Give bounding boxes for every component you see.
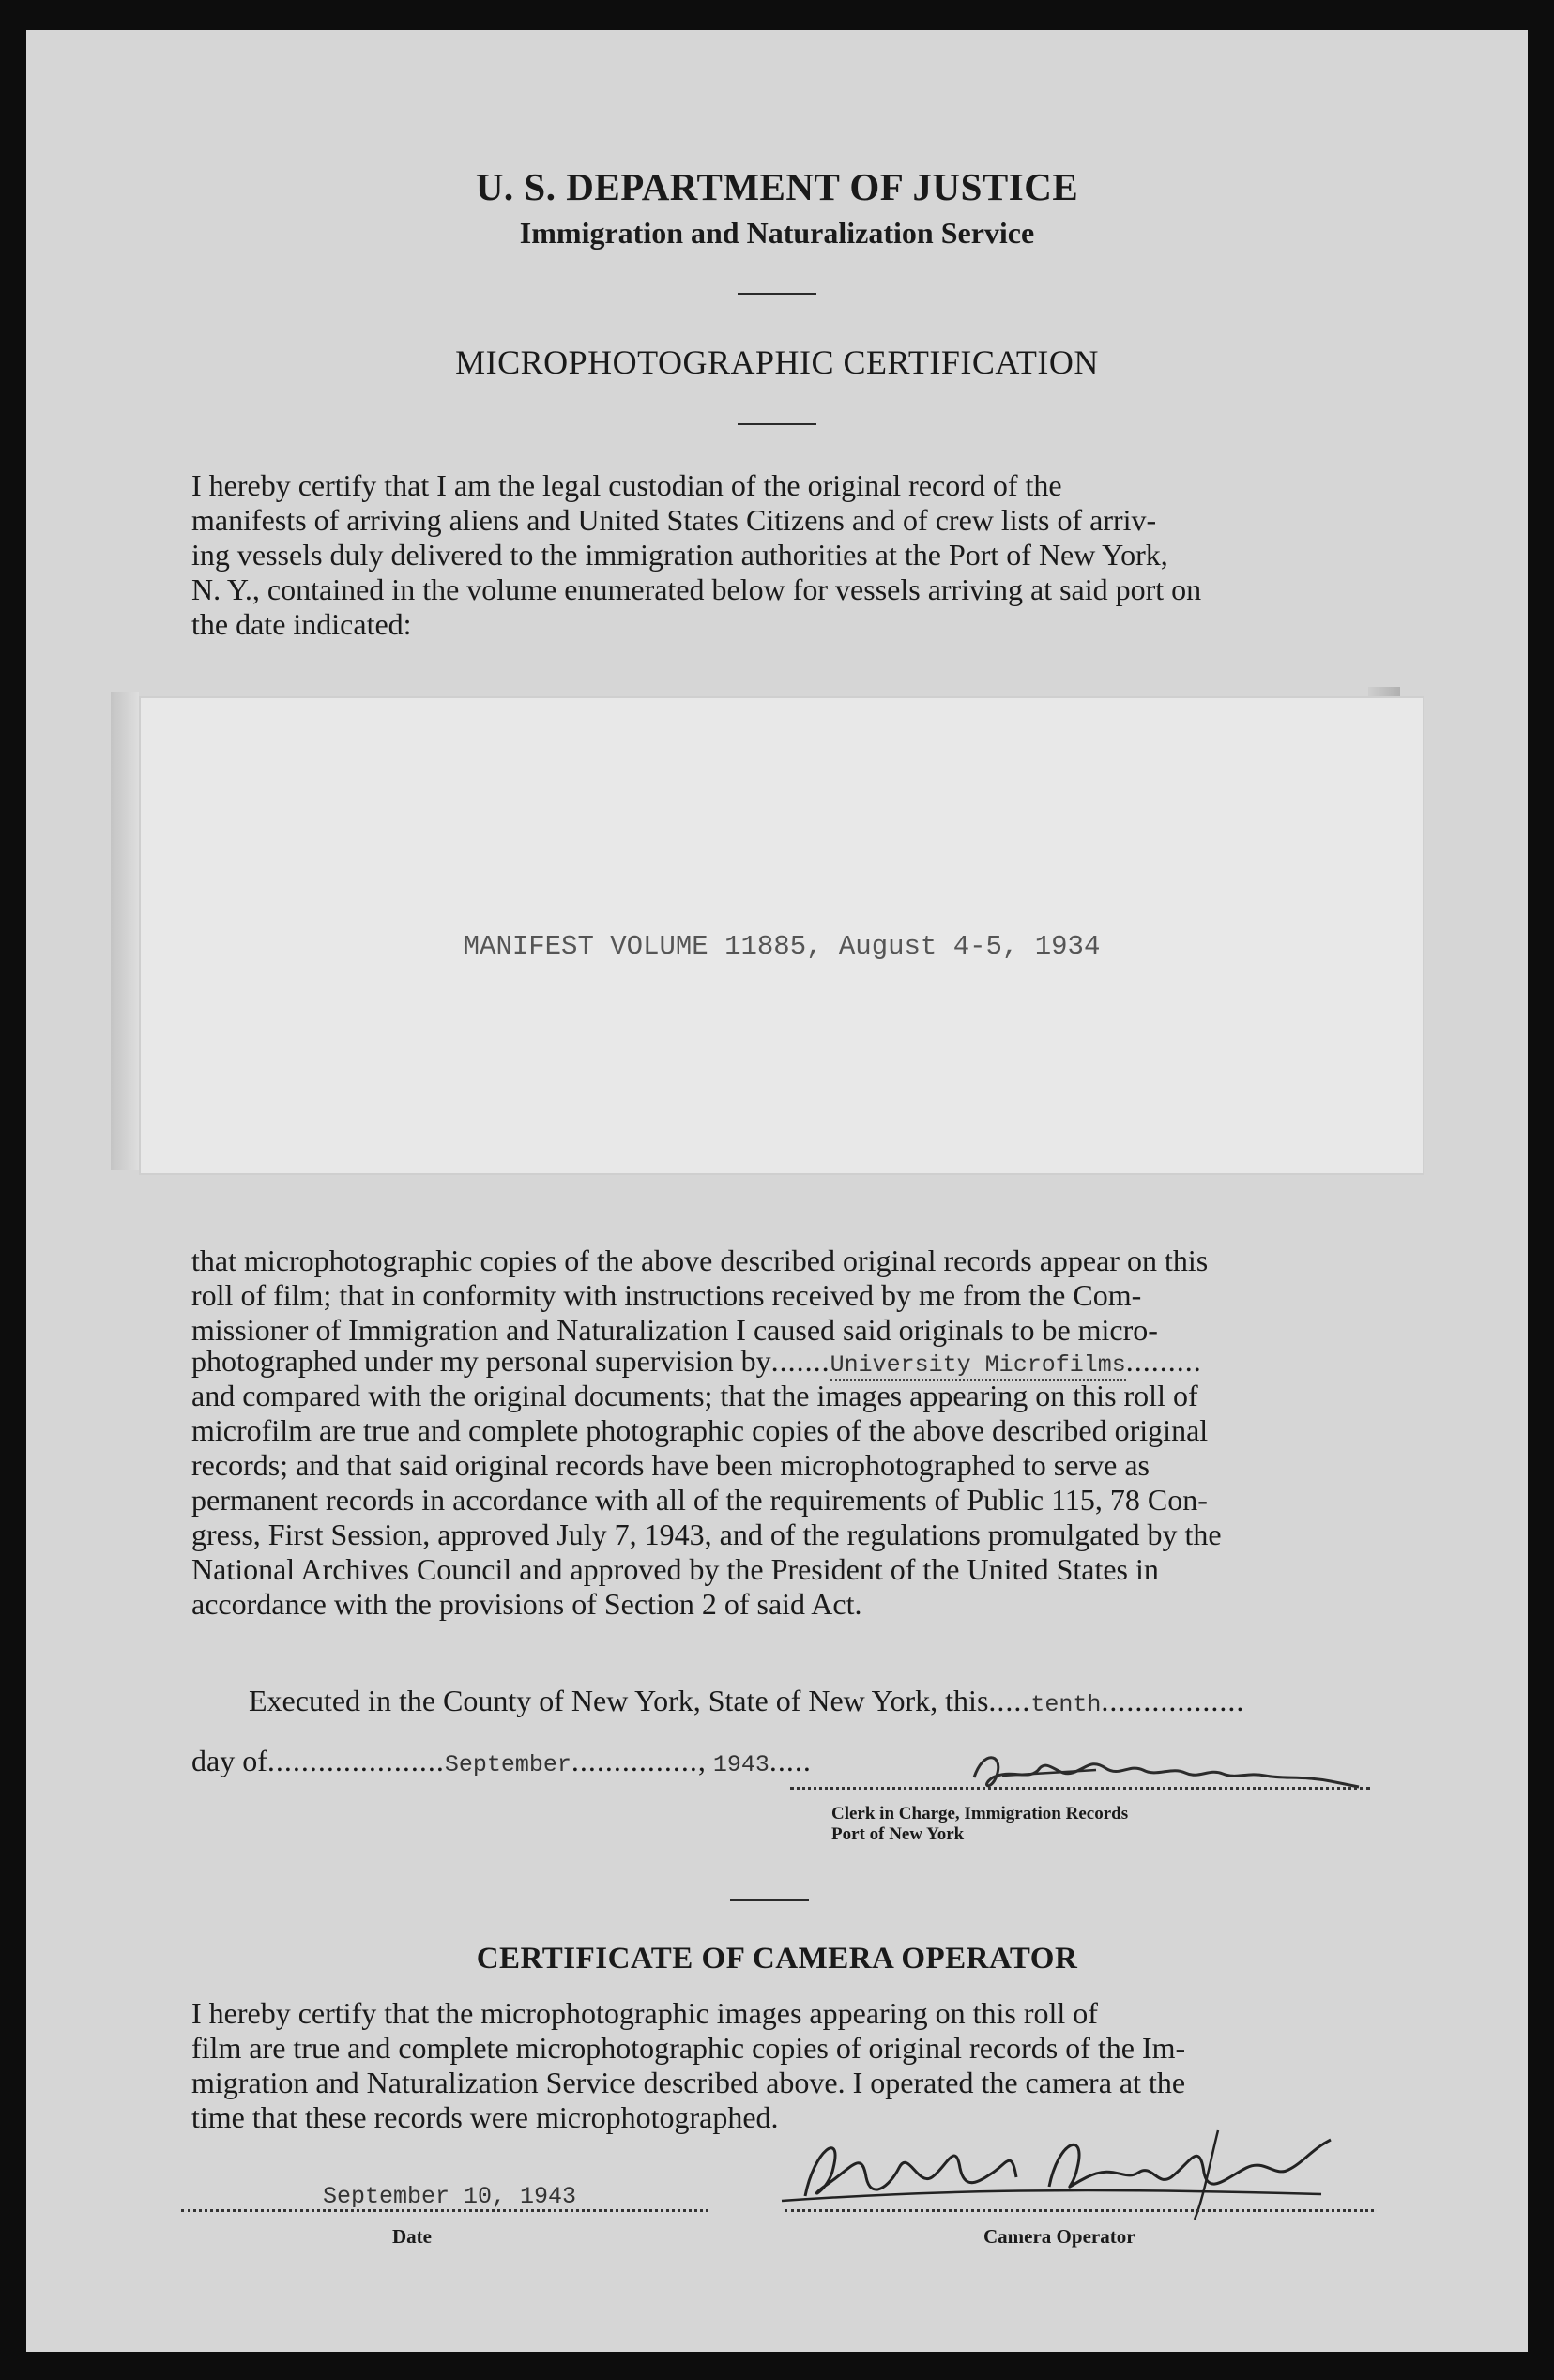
clerk-title-line: Port of New York <box>831 1824 965 1844</box>
certification-title: MICROPHOTOGRAPHIC CERTIFICATION <box>455 343 1099 381</box>
camera-operator-label: Camera Operator <box>983 2225 1135 2248</box>
camera-operator-signature <box>777 2112 1359 2224</box>
certificate-page <box>26 30 1528 2352</box>
body-line: National Archives Council and approved by the President of the United States in <box>191 1552 1159 1586</box>
divider <box>730 1899 809 1901</box>
body-line: records; and that said original records have been microphotographed to serve as <box>191 1448 1150 1482</box>
body-line: and compared with the original documents; that the images appearing on this roll of <box>191 1379 1198 1412</box>
year-value: 1943 <box>712 1751 769 1778</box>
operator-line: migration and Naturalization Service described above. I operated the camera at the <box>191 2066 1186 2099</box>
supervision-line: photographed under my personal supervision by.......University Microfilms......... <box>191 1344 1202 1379</box>
manifest-entry: MANIFEST VOLUME 11885, August 4-5, 1934 <box>463 931 1101 962</box>
agency-heading: U. S. DEPARTMENT OF JUSTICE <box>475 165 1079 208</box>
supervision-prefix: photographed under my personal supervision by <box>191 1344 771 1378</box>
intro-line: manifests of arriving aliens and United States Citizens and of crew lists of arriv- <box>191 503 1157 537</box>
date-label: Date <box>392 2225 432 2248</box>
insert-edge <box>111 692 139 1170</box>
body-line: that microphotographic copies of the above described original records appear on this <box>191 1243 1209 1277</box>
intro-line: I hereby certify that I am the legal custodian of the original record of the <box>191 468 1062 502</box>
body-line: accordance with the provisions of Section 2 of said Act. <box>191 1587 862 1621</box>
clerk-title-line: Clerk in Charge, Immigration Records <box>831 1804 1129 1823</box>
body-line: roll of film; that in conformity with instructions received by me from the Com- <box>191 1278 1142 1312</box>
day-of-prefix: day of <box>191 1744 267 1777</box>
clerk-title <box>831 1804 1128 1845</box>
date-field <box>191 2175 708 2214</box>
supervision-value: University Microfilms <box>830 1351 1126 1379</box>
operator-signature-line <box>785 2209 1374 2212</box>
body-line: gress, First Session, approved July 7, 1943, and of the regulations promulgated by the <box>191 1518 1222 1551</box>
body-line: microfilm are true and complete photographic copies of the above described original <box>191 1413 1209 1447</box>
executed-prefix: Executed in the County of New York, State of New York, this <box>249 1684 989 1717</box>
operator-line: I hereby certify that the microphotographic images appearing on this roll of <box>191 1996 1098 2030</box>
intro-paragraph <box>191 468 1392 642</box>
body-line: missioner of Immigration and Naturalization I caused said originals to be micro- <box>191 1313 1158 1347</box>
date-field-line <box>181 2209 708 2212</box>
date-line: day of.....................September..............., 1943..... <box>191 1744 812 1778</box>
intro-line: ing vessels duly delivered to the immigration authorities at the Port of New York, <box>191 538 1168 572</box>
service-subheading: Immigration and Naturalization Service <box>519 216 1035 250</box>
body-paragraph <box>191 1379 1392 1622</box>
operator-line: time that these records were microphotographed. <box>191 2100 779 2134</box>
body-line: permanent records in accordance with all of the requirements of Public 115, 78 Con- <box>191 1483 1208 1517</box>
camera-operator-title: CERTIFICATE OF CAMERA OPERATOR <box>476 1942 1078 1976</box>
month-value: September <box>444 1751 571 1778</box>
divider <box>738 423 816 425</box>
operator-line: film are true and complete microphotographic copies of original records of the Im- <box>191 2031 1186 2065</box>
body-paragraph <box>191 1243 1392 1348</box>
clerk-signature-line <box>790 1787 1370 1790</box>
intro-line: N. Y., contained in the volume enumerated below for vessels arriving at said port on <box>191 572 1202 606</box>
executed-day: tenth <box>1030 1691 1102 1718</box>
clerk-signature <box>965 1740 1368 1806</box>
divider <box>738 293 816 295</box>
date-value: September 10, 1943 <box>322 2183 577 2210</box>
intro-line: the date indicated: <box>191 607 412 641</box>
executed-line: Executed in the County of New York, State of New York, this.....tenth................. <box>249 1684 1245 1718</box>
manifest-insert <box>139 696 1424 1175</box>
